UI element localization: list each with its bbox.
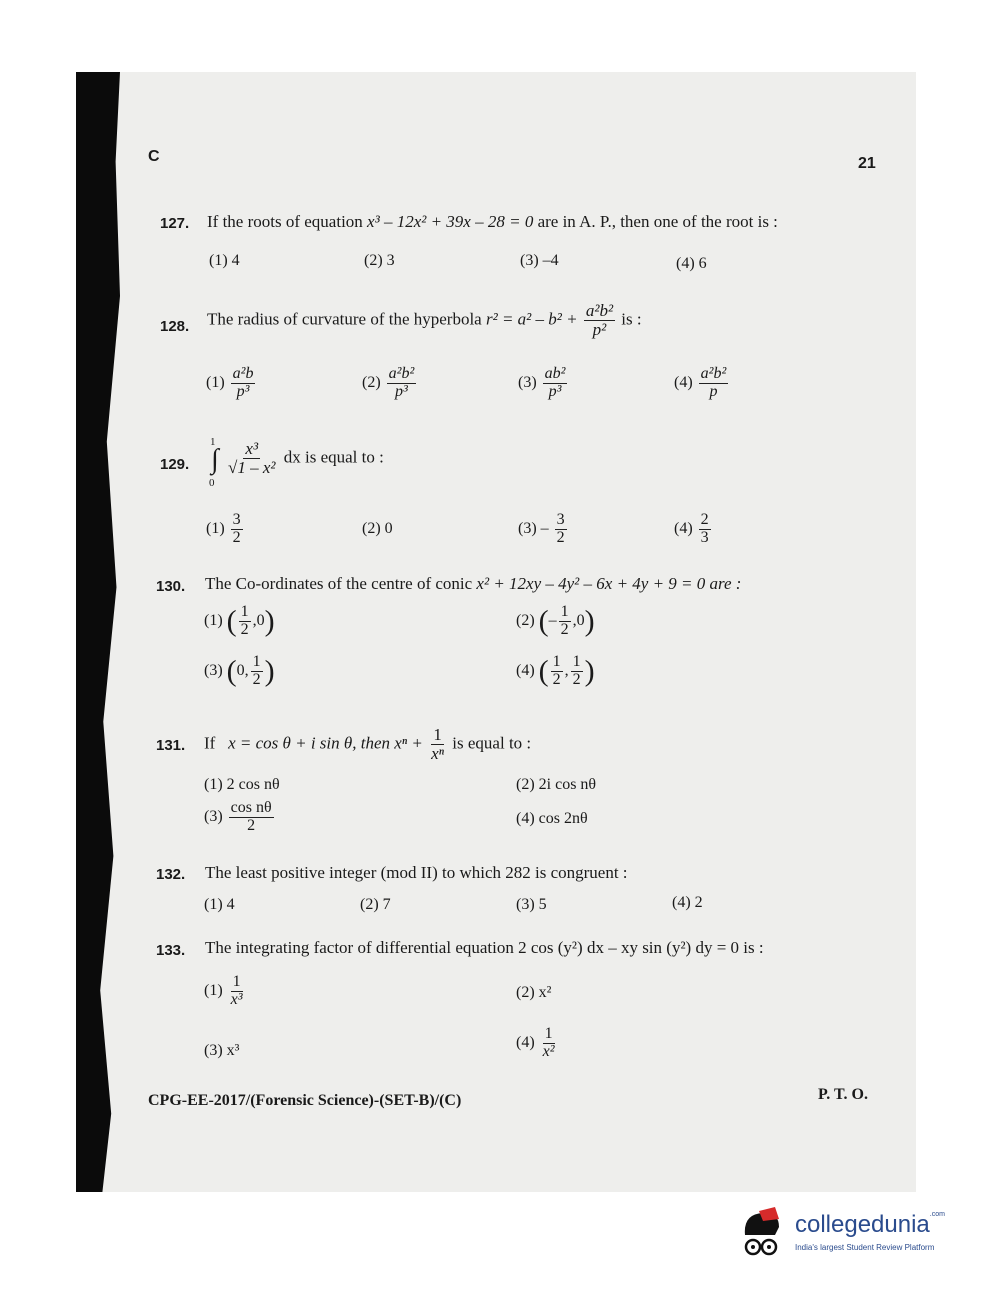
option-3: (3) $\frac{\text{cos nθ}}{2}$ (204, 799, 272, 834)
fraction: $\frac{1}{\text{xⁿ}}$ (431, 725, 445, 763)
option-2: (2) $\frac{\text{a²b²}}{\text{p³}}$ (362, 365, 415, 400)
integral-lower-limit: 0 (209, 477, 215, 489)
question-text: If x = cos θ + i sin θ, then xⁿ + $\frac{1}{\text{xⁿ}}$ is equal to : (204, 725, 532, 763)
question-number: 127. (160, 215, 190, 232)
option-1: (1) 4 (204, 896, 235, 913)
equation: x³ – 12x² + 39x – 28 = 0 (367, 212, 534, 231)
option-3: (3) $\frac{\text{ab²}}{\text{p³}}$ (518, 365, 566, 400)
question-text: The least positive integer (mod II) to which 282 is congruent : (205, 863, 628, 882)
option-3: (3) –4 (520, 252, 559, 269)
integrand: $\frac{\text{x³}}{\text{√1 – x²}}$ (228, 439, 276, 477)
question-number: 132. (156, 866, 186, 883)
integral-sign: ∫ (211, 444, 219, 475)
logo-wordmark: collegedunia$^{.com}$ (795, 1211, 945, 1238)
option-1: (1) 2 cos nθ (204, 776, 280, 793)
option-3: (3) – $\frac{3}{2}$ (518, 511, 565, 546)
question-text-main: The Co-ordinates of the centre of conic (205, 574, 473, 593)
question-text-b: are in A. P., then one of the root is : (533, 212, 778, 231)
question-number: 130. (156, 578, 186, 595)
option-3: (3) x³ (204, 1042, 240, 1059)
option-4: (4) $\frac{1}{\text{x²}}$ (516, 1025, 555, 1060)
scanned-page (76, 72, 916, 1192)
question-text (205, 574, 741, 594)
question-number: 133. (156, 942, 186, 959)
question-text (224, 440, 384, 477)
collegedunia-logo (735, 1205, 965, 1265)
option-2: (2) 3 (364, 252, 395, 269)
question-text (207, 212, 778, 232)
option-2: (2) 7 (360, 896, 391, 913)
option-2: (2) 2i cos nθ (516, 776, 597, 793)
page-turn-marker: P. T. O. (818, 1086, 868, 1103)
integral-upper-limit: 1 (210, 436, 216, 448)
set-letter: C (148, 148, 160, 165)
option-2: (2) 0 (362, 520, 393, 537)
question-tail: dx is equal to : (283, 447, 384, 467)
question-text-a: If the roots of equation (207, 212, 368, 231)
question-number: 128. (160, 318, 190, 335)
page-number: 21 (858, 155, 876, 172)
option-4: (4) 2 (672, 894, 703, 911)
student-mascot-icon (735, 1205, 791, 1261)
option-1: (1) $\frac{3}{2}$ (206, 511, 241, 546)
option-1: (1) ( $\frac{1}{2}$ ,0) (204, 603, 275, 638)
equation: x = cos θ + i sin θ, then xⁿ + (228, 733, 423, 753)
option-1: (1) $\frac{\text{a²b}}{\text{p³}}$ (206, 365, 254, 400)
option-4: (4) 6 (676, 255, 707, 272)
question-tail: is : (621, 309, 642, 329)
question-text: The integrating factor of differential equation 2 cos (y²) dx – xy sin (y²) dy = 0 is : (205, 938, 764, 957)
logo-suffix: .com (929, 1211, 945, 1218)
option-3: (3) 5 (516, 896, 547, 913)
question-text-main: The radius of curvature of the hyperbola (207, 309, 482, 329)
fraction: $\frac{\text{a²b²}}{\text{p²}}$ (585, 301, 614, 339)
option-2: (2) x² (516, 984, 552, 1001)
question-number: 129. (160, 456, 190, 473)
logo-tagline: India's largest Student Review Platform (795, 1243, 935, 1252)
option-4: (4) $\frac{2}{3}$ (674, 511, 709, 546)
question-number: 131. (156, 737, 186, 754)
option-2: (2) (– $\frac{1}{2}$ ,0) (516, 603, 595, 638)
option-1: (1) $\frac{1}{\text{x³}}$ (204, 973, 243, 1008)
equation-lhs: r² = a² – b² + (485, 309, 578, 329)
option-4: (4) $\frac{\text{a²b²}}{p}$ (674, 365, 727, 400)
question-text (207, 302, 642, 339)
option-3: (3) (0, $\frac{1}{2}$ ) (204, 653, 275, 688)
equation: x² + 12xy – 4y² – 6x + 4y + 9 = 0 are : (476, 574, 742, 593)
option-4: (4) ( $\frac{1}{2}$ , $\frac{1}{2}$ ) (516, 653, 595, 688)
option-1: (1) 4 (209, 252, 240, 269)
option-4: (4) cos 2nθ (516, 810, 588, 827)
scan-shadow-edge (76, 72, 120, 1192)
paper-code: CPG-EE-2017/(Forensic Science)-(SET-B)/(C) (148, 1092, 462, 1109)
